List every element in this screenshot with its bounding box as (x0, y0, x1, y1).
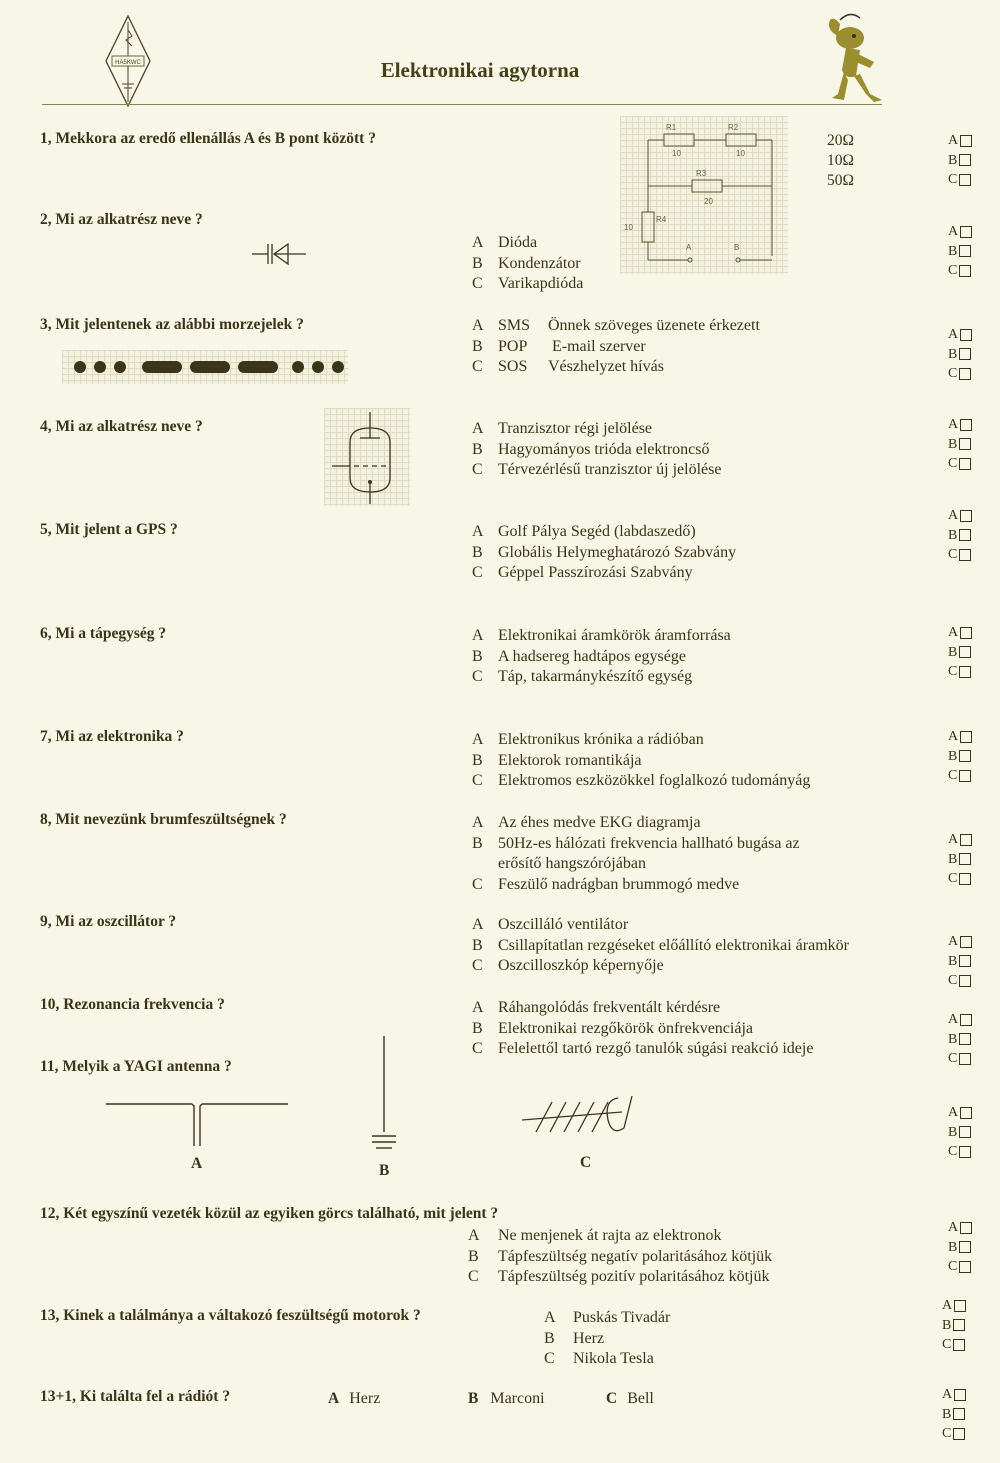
question-11: 11, Melyik a YAGI antenna ? (40, 1058, 232, 1075)
q2-answer-boxes (948, 222, 972, 281)
answer-checkbox-b[interactable]: B (948, 435, 972, 455)
option-c[interactable]: C Oszcilloszkóp képernyője (472, 957, 664, 974)
question-6: 6, Mi a tápegység ? (40, 625, 167, 642)
r1-label: R1 (666, 123, 677, 132)
q5-answer-boxes (948, 506, 972, 565)
header-divider (42, 104, 882, 105)
q1-values (827, 131, 854, 191)
thinker-figure (812, 10, 888, 110)
q3-options (472, 316, 760, 378)
answer-checkbox-a[interactable]: A (948, 222, 972, 242)
q14-option-b[interactable]: B Marconi (468, 1390, 545, 1407)
answer-checkbox-b[interactable]: B (948, 1123, 972, 1143)
q4-answer-boxes (948, 415, 972, 474)
answer-checkbox-a[interactable]: A (948, 325, 972, 345)
option-a[interactable]: A Dióda (472, 234, 538, 251)
answer-checkbox-b[interactable]: B (948, 151, 972, 171)
option-b[interactable]: B Elektorok romantikája (472, 751, 642, 769)
q14-option-a[interactable]: A Herz (328, 1390, 381, 1407)
option-a[interactable]: A Ne menjenek át rajta az elektronok (468, 1227, 722, 1244)
question-3: 3, Mit jelentenek az alábbi morzejelek ? (40, 316, 304, 333)
question-14: 13+1, Ki találta fel a rádiót ? (40, 1388, 231, 1405)
option-b[interactable]: B POP E-mail szerver (472, 337, 646, 355)
answer-checkbox-c[interactable]: C (948, 364, 972, 384)
q6-answer-boxes (948, 623, 972, 682)
option-c[interactable]: C Térvezérlésű tranzisztor új jelölése (472, 461, 722, 478)
antenna-b-label: B (379, 1162, 390, 1179)
q14-option-c[interactable]: C Bell (606, 1390, 654, 1407)
answer-checkbox-b[interactable]: B (948, 345, 972, 365)
antenna-a-symbol (106, 1096, 288, 1148)
option-a[interactable]: A Tranzisztor régi jelölése (472, 420, 653, 437)
q14-answer-boxes (942, 1385, 966, 1444)
answer-checkbox-b[interactable]: B (948, 952, 972, 972)
q1-value: 10Ω (827, 152, 855, 169)
q10-options (472, 998, 813, 1060)
answer-checkbox-c[interactable]: C (948, 1049, 972, 1069)
answer-checkbox-b[interactable]: B (948, 747, 972, 767)
q12-options (468, 1226, 772, 1288)
option-a[interactable]: A Elektronikai áramkörök áramforrása (472, 627, 731, 644)
answer-checkbox-b[interactable]: B (948, 1030, 972, 1050)
answer-checkbox-c[interactable]: C (948, 971, 972, 991)
answer-checkbox-c[interactable]: C (948, 869, 972, 889)
r2-label: R2 (728, 123, 739, 132)
answer-checkbox-b[interactable]: B (942, 1405, 966, 1425)
answer-checkbox-a[interactable]: A (942, 1296, 966, 1316)
page-title: Elektronikai agytorna (380, 58, 580, 82)
antenna-c-label: C (580, 1154, 592, 1171)
answer-checkbox-a[interactable]: A (948, 506, 972, 526)
answer-checkbox-c[interactable]: C (948, 545, 972, 565)
answer-checkbox-c[interactable]: C (948, 1142, 972, 1162)
answer-checkbox-b[interactable]: B (948, 242, 972, 262)
answer-checkbox-a[interactable]: A (942, 1385, 966, 1405)
answer-checkbox-c[interactable]: C (948, 662, 972, 682)
q12-answer-boxes (948, 1218, 972, 1277)
question-13: 13, Kinek a találmánya a váltakozó feszültségű motorok ? (40, 1307, 421, 1324)
answer-checkbox-a[interactable]: A (948, 932, 972, 952)
q7-options (472, 730, 810, 792)
q7-answer-boxes (948, 727, 972, 786)
q1-circuit-diagram (620, 116, 788, 274)
option-b[interactable]: B Csillapítatlan rezgéseket előállító elektronikai áramkör (472, 936, 849, 954)
logo-text: HA5KWC (115, 60, 141, 66)
question-12: 12, Két egyszínű vezeték közül az egyiken görcs található, mit jelent ? (40, 1205, 499, 1222)
r4-label: R4 (656, 215, 667, 224)
option-c[interactable]: C Géppel Passzírozási Szabvány (472, 564, 693, 581)
answer-checkbox-b[interactable]: B (948, 643, 972, 663)
r1-value: 10 (672, 149, 681, 158)
question-2: 2, Mi az alkatrész neve ? (40, 211, 203, 228)
option-c[interactable]: C Feszülő nadrágban brummogó medve (472, 875, 740, 893)
answer-checkbox-a[interactable]: A (948, 1010, 972, 1030)
q13-answer-boxes (942, 1296, 966, 1355)
answer-checkbox-b[interactable]: B (942, 1316, 966, 1336)
option-b[interactable]: B Elektronikai rezgőkörök önfrekvenciája (472, 1019, 753, 1037)
option-b[interactable]: B Kondenzátor (472, 254, 581, 272)
q8-options (472, 813, 800, 895)
answer-checkbox-a[interactable]: A (948, 1103, 972, 1123)
q1-value: 20Ω (827, 132, 855, 149)
answer-checkbox-c[interactable]: C (948, 170, 972, 190)
answer-checkbox-a[interactable]: A (948, 727, 972, 747)
q11-answer-boxes (948, 1103, 972, 1162)
option-b[interactable]: B Herz (544, 1329, 605, 1347)
option-b-continuation: erősítő hangszórójában (498, 855, 646, 872)
q9-options (472, 915, 849, 977)
option-a[interactable]: A Ráhangolódás frekventált kérdésre (472, 999, 721, 1016)
q10-answer-boxes (948, 1010, 972, 1069)
r4-value: 10 (624, 223, 633, 232)
option-a[interactable]: A SMS Önnek szöveges üzenete érkezett (472, 317, 760, 334)
option-c[interactable]: C Tápfeszültség pozitív polaritásához kötjük (468, 1268, 770, 1285)
option-c[interactable]: C Nikola Tesla (544, 1350, 654, 1367)
option-b[interactable]: B 50Hz-es hálózati frekvencia hallható bugása az (472, 834, 800, 852)
answer-checkbox-c[interactable]: C (942, 1335, 966, 1355)
option-b[interactable]: B Globális Helymeghatározó Szabvány (472, 543, 737, 561)
q1-answer-boxes (948, 131, 972, 190)
point-a-label: A (686, 243, 692, 252)
question-4: 4, Mi az alkatrész neve ? (40, 418, 203, 435)
q8-answer-boxes (948, 830, 972, 889)
question-8: 8, Mit nevezünk brumfeszültségnek ? (40, 811, 287, 828)
answer-checkbox-c[interactable]: C (942, 1424, 966, 1444)
morse-code-image (62, 350, 348, 384)
option-c[interactable]: C SOS Vészhelyzet hívás (472, 358, 664, 375)
option-a[interactable]: A Golf Pálya Segéd (labdaszedő) (472, 523, 696, 540)
answer-checkbox-b[interactable]: B (948, 850, 972, 870)
answer-checkbox-c[interactable]: C (948, 766, 972, 786)
answer-checkbox-a[interactable]: A (948, 131, 972, 151)
r2-value: 10 (736, 149, 745, 158)
q6-options (472, 626, 731, 688)
question-10: 10, Rezonancia frekvencia ? (40, 996, 225, 1013)
question-1: 1, Mekkora az eredő ellenállás A és B pont között ? (40, 130, 376, 147)
answer-checkbox-a[interactable]: A (948, 830, 972, 850)
antenna-b-symbol (368, 1036, 400, 1152)
q4-options (472, 419, 721, 481)
q13-options (544, 1308, 670, 1370)
option-a[interactable]: A Puskás Tivadár (544, 1309, 671, 1326)
answer-checkbox-b[interactable]: B (948, 1238, 972, 1258)
option-a[interactable]: A Oszcilláló ventilátor (472, 916, 629, 933)
q3-answer-boxes (948, 325, 972, 384)
option-a[interactable]: A Elektronikus krónika a rádióban (472, 731, 704, 748)
option-a[interactable]: A Az éhes medve EKG diagramja (472, 814, 701, 831)
option-b[interactable]: B Tápfeszültség negatív polaritásához kötjük (468, 1247, 773, 1265)
answer-checkbox-b[interactable]: B (948, 526, 972, 546)
answer-checkbox-a[interactable]: A (948, 1218, 972, 1238)
answer-checkbox-c[interactable]: C (948, 454, 972, 474)
antenna-c-symbol (520, 1094, 644, 1140)
option-c[interactable]: C Varikapdióda (472, 275, 584, 292)
option-b[interactable]: B A hadsereg hadtápos egysége (472, 647, 686, 665)
q2-options (472, 233, 583, 295)
option-c[interactable]: C Felelettől tartó rezgő tanulók súgási reakció ideje (472, 1040, 814, 1057)
r3-label: R3 (696, 169, 707, 178)
antenna-a-label: A (191, 1155, 203, 1172)
question-5: 5, Mit jelent a GPS ? (40, 521, 178, 538)
option-c[interactable]: C Elektromos eszközökkel foglalkozó tudományág (472, 772, 811, 789)
q5-options (472, 522, 736, 584)
answer-checkbox-c[interactable]: C (948, 261, 972, 281)
option-b[interactable]: B Hagyományos trióda elektroncső (472, 440, 710, 458)
option-c[interactable]: C Táp, takarmánykészítő egység (472, 668, 693, 685)
q1-value: 50Ω (827, 172, 855, 189)
r3-value: 20 (704, 197, 713, 206)
question-9: 9, Mi az oszcillátor ? (40, 913, 177, 930)
answer-checkbox-a[interactable]: A (948, 623, 972, 643)
triode-symbol (324, 408, 410, 506)
answer-checkbox-c[interactable]: C (948, 1257, 972, 1277)
diode-symbol (252, 240, 306, 268)
question-7: 7, Mi az elektronika ? (40, 728, 184, 745)
point-b-label: B (734, 243, 740, 252)
q9-answer-boxes (948, 932, 972, 991)
answer-checkbox-a[interactable]: A (948, 415, 972, 435)
